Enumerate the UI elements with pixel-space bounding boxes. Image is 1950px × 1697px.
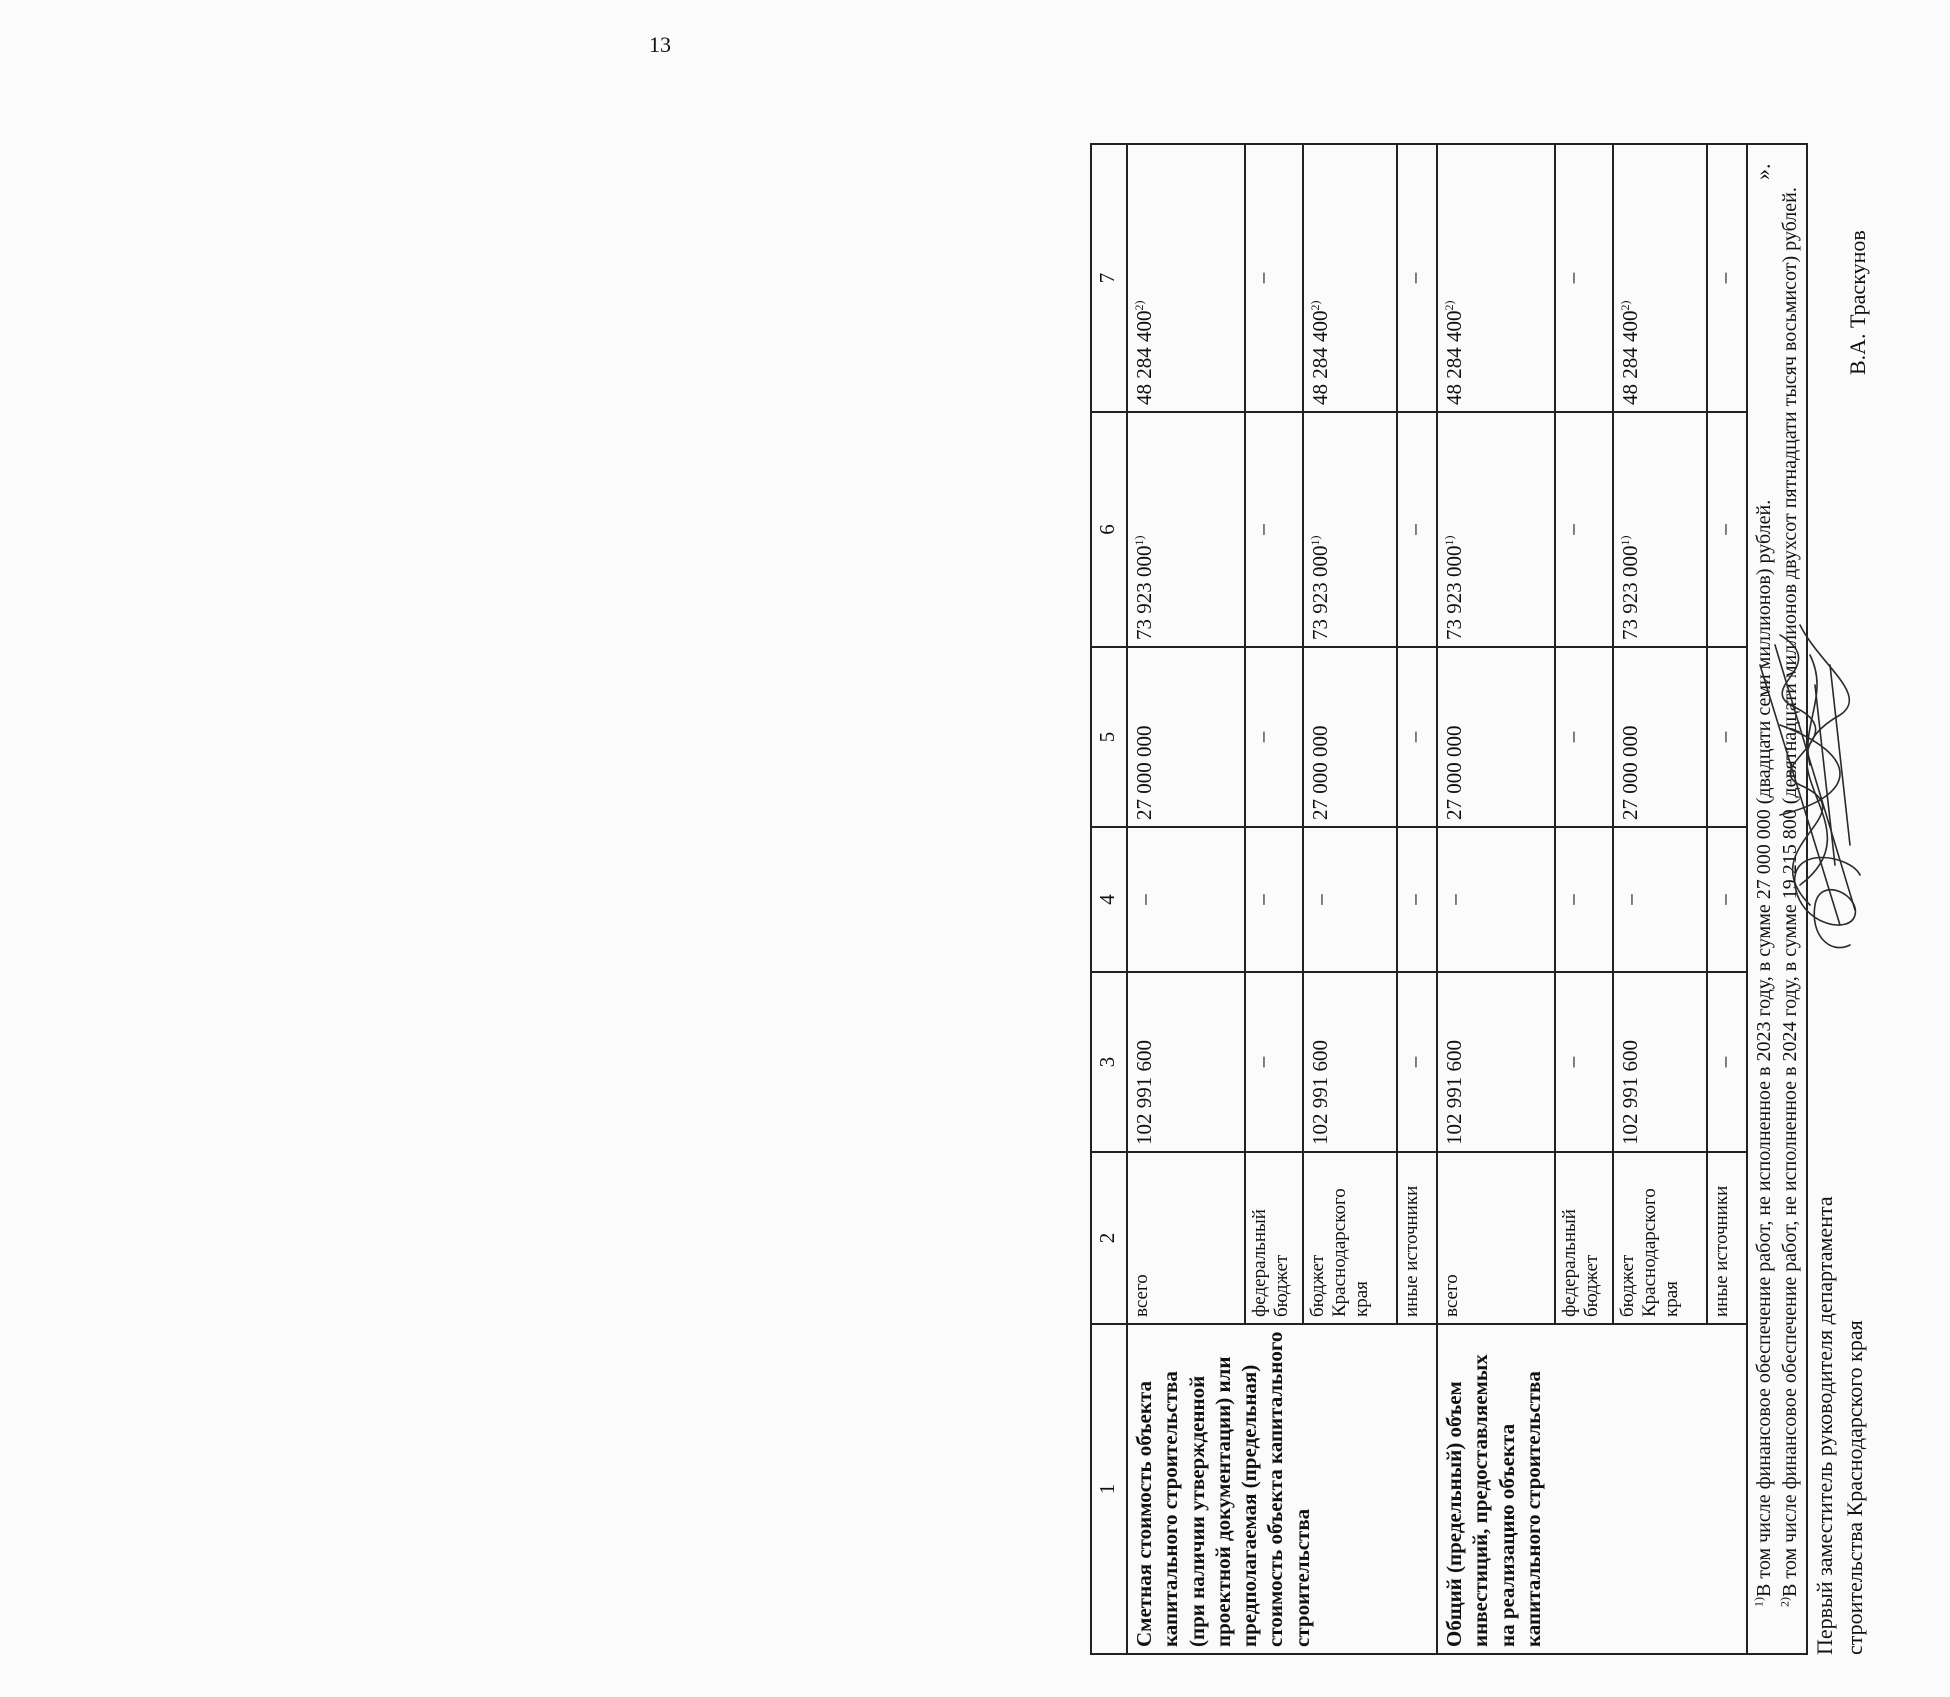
- rotated-document-sheet: [1090, 145, 1950, 1655]
- value-cell-c5: –: [1555, 647, 1613, 827]
- signatory-position-line-1: Первый заместитель руководителя департамента: [1812, 1196, 1837, 1655]
- value-cell-c5: –: [1245, 647, 1303, 827]
- indicator-name-cell: Сметная стоимость объекта капитального строительства (при наличии утвержденной проектной документации) или предполагаемая (предельная) стоимость объекта капитального строительства: [1127, 1324, 1437, 1654]
- value-cell-c6: 73 923 000$^{1)}$: [1303, 412, 1397, 647]
- handwritten-signature: [1740, 605, 1890, 965]
- value-cell-c3: –: [1397, 972, 1437, 1152]
- value-cell-c4: –: [1127, 827, 1245, 972]
- signatory-position: [1810, 1196, 1869, 1655]
- value-cell-c6: –: [1397, 412, 1437, 647]
- value-cell-c3: 102 991 600: [1303, 972, 1397, 1152]
- value-cell-c5: 27 000 000: [1127, 647, 1245, 827]
- value-cell-c5: –: [1397, 647, 1437, 827]
- funding-source-cell: бюджет Краснодарского края: [1303, 1152, 1397, 1324]
- value-cell-c6: 73 923 000$^{1)}$: [1613, 412, 1707, 647]
- column-number-2: 2: [1091, 1152, 1127, 1324]
- value-cell-c6: –: [1707, 412, 1747, 647]
- value-cell-c5: –: [1707, 647, 1747, 827]
- value-cell-c4: –: [1303, 827, 1397, 972]
- funding-source-cell: всего: [1127, 1152, 1245, 1324]
- value-cell-c4: –: [1397, 827, 1437, 972]
- table-row: [1437, 144, 1555, 1654]
- value-cell-c3: –: [1707, 972, 1747, 1152]
- table-header-row: [1091, 144, 1127, 1654]
- value-cell-c3: 102 991 600: [1127, 972, 1245, 1152]
- signatory-name: В.А. Траскунов: [1845, 230, 1870, 375]
- value-cell-c7: –: [1397, 144, 1437, 412]
- column-number-4: 4: [1091, 827, 1127, 972]
- funding-source-cell: бюджет Краснодарского края: [1613, 1152, 1707, 1324]
- column-number-6: 6: [1091, 412, 1127, 647]
- value-cell-c7: 48 284 400$^{2)}$: [1437, 144, 1555, 412]
- column-number-3: 3: [1091, 972, 1127, 1152]
- funding-source-cell: иные источники: [1397, 1152, 1437, 1324]
- value-cell-c6: 73 923 000$^{1)}$: [1127, 412, 1245, 647]
- table-row: [1127, 144, 1245, 1654]
- value-cell-c6: –: [1555, 412, 1613, 647]
- value-cell-c7: 48 284 400$^{2)}$: [1303, 144, 1397, 412]
- column-number-1: 1: [1091, 1324, 1127, 1654]
- page-number: 13: [649, 32, 671, 57]
- value-cell-c3: 102 991 600: [1613, 972, 1707, 1152]
- closing-quote: ».: [1750, 163, 1775, 180]
- value-cell-c3: –: [1245, 972, 1303, 1152]
- funding-source-cell: всего: [1437, 1152, 1555, 1324]
- value-cell-c5: 27 000 000: [1303, 647, 1397, 827]
- indicator-name-cell: Общий (предельный) объем инвестиций, предоставляемых на реализацию объекта капитального строительства: [1437, 1324, 1747, 1654]
- value-cell-c6: 73 923 000$^{1)}$: [1437, 412, 1555, 647]
- signatory-position-line-2: строительства Краснодарского края: [1841, 1320, 1867, 1655]
- value-cell-c4: –: [1555, 827, 1613, 972]
- column-number-7: 7: [1091, 144, 1127, 412]
- funding-source-cell: федеральный бюджет: [1555, 1152, 1613, 1324]
- footnote-2: $^{2)}$В том числе финансовое обеспечение работ, не исполненное в 2024 году, в сумме 19 215 800 (девятнадцати миллионов двухсот пятнадцати тысяч восьмисот) рублей.: [1777, 187, 1801, 1607]
- value-cell-c7: –: [1245, 144, 1303, 412]
- funding-source-cell: иные источники: [1707, 1152, 1747, 1324]
- value-cell-c3: –: [1555, 972, 1613, 1152]
- column-number-5: 5: [1091, 647, 1127, 827]
- value-cell-c4: –: [1437, 827, 1555, 972]
- value-cell-c6: –: [1245, 412, 1303, 647]
- value-cell-c7: –: [1555, 144, 1613, 412]
- value-cell-c7: 48 284 400$^{2)}$: [1127, 144, 1245, 412]
- financing-table: [1090, 143, 1808, 1655]
- value-cell-c5: 27 000 000: [1437, 647, 1555, 827]
- funding-source-cell: федеральный бюджет: [1245, 1152, 1303, 1324]
- value-cell-c7: 48 284 400$^{2)}$: [1613, 144, 1707, 412]
- value-cell-c4: –: [1613, 827, 1707, 972]
- value-cell-c7: –: [1707, 144, 1747, 412]
- footnote-1: $^{1)}$В том числе финансовое обеспечение работ, не исполненное в 2023 году, в сумме 27 000 000 (двадцати семи миллионов) рублей.: [1751, 499, 1775, 1607]
- value-cell-c5: 27 000 000: [1613, 647, 1707, 827]
- value-cell-c4: –: [1245, 827, 1303, 972]
- value-cell-c3: 102 991 600: [1437, 972, 1555, 1152]
- value-cell-c4: –: [1707, 827, 1747, 972]
